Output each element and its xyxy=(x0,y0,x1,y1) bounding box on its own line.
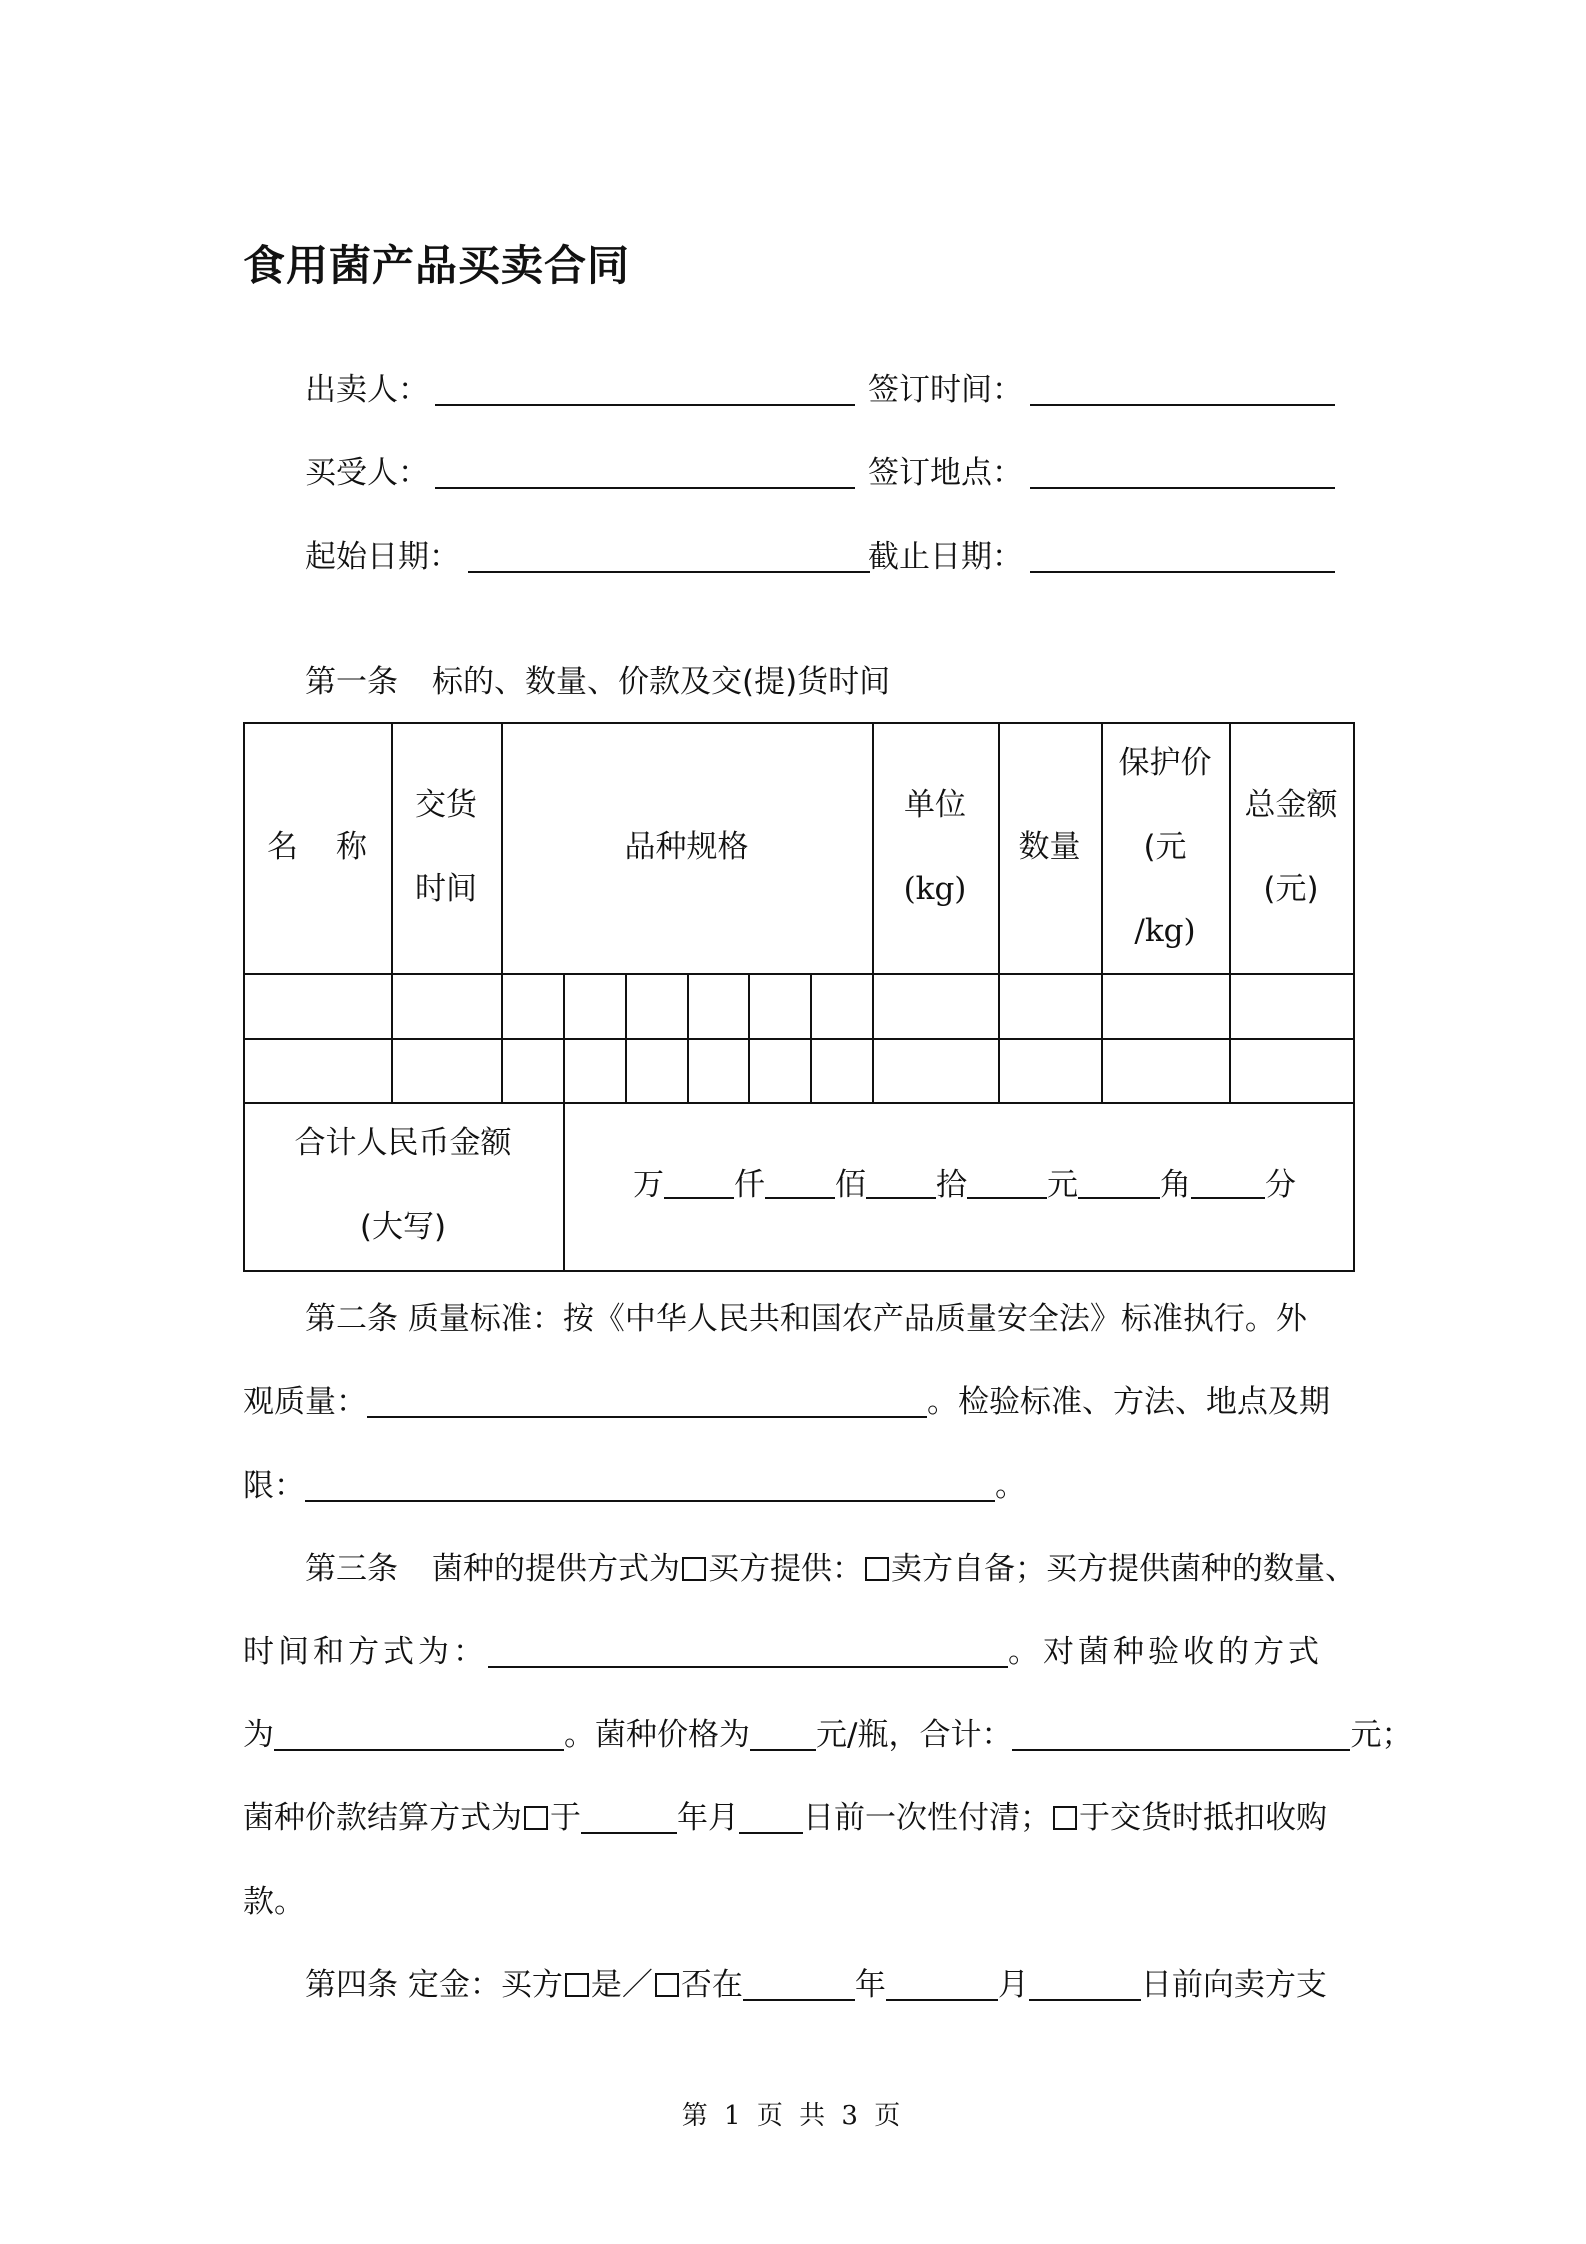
seller-field[interactable] xyxy=(435,404,855,406)
article1-title: 标的、数量、价款及交(提)货时间 xyxy=(432,664,891,700)
article3-line2: 时间和方式为： 。对菌种验收的方式 xyxy=(243,1634,1323,1670)
start-date-label: 起始日期： xyxy=(305,539,460,575)
end-date-field[interactable] xyxy=(1030,571,1335,573)
goods-table xyxy=(243,722,1355,1272)
col-header-delivery: 交货 时间 xyxy=(415,787,477,907)
sign-time-field[interactable] xyxy=(1030,404,1335,406)
strain-price-field[interactable] xyxy=(750,1749,816,1751)
buyer-label: 买受人： xyxy=(305,455,429,491)
article2-line3: 限： 。 xyxy=(243,1468,1026,1504)
amount-unit-qian: 仟 xyxy=(734,1167,765,1203)
sign-time-label: 签订时间： xyxy=(868,372,1023,408)
sign-place-label: 签订地点： xyxy=(868,455,1023,491)
article3-line3: 为 。菌种价格为 元/瓶，合计： 元； xyxy=(243,1717,1413,1753)
deposit-month-field[interactable] xyxy=(886,1999,998,2001)
amount-unit-fen: 分 xyxy=(1265,1167,1296,1203)
checkbox-seller-provides[interactable] xyxy=(865,1557,889,1581)
col-header-name: 名 称 xyxy=(267,829,367,865)
amount-unit-jiao: 角 xyxy=(1160,1167,1191,1203)
start-date-field[interactable] xyxy=(468,571,870,573)
pay-year-field[interactable] xyxy=(581,1832,677,1834)
article2-line2: 观质量： 。检验标准、方法、地点及期 xyxy=(243,1384,1330,1420)
checkbox-pay-before[interactable] xyxy=(524,1806,548,1830)
col-header-price: 保护价 (元 /kg) xyxy=(1118,745,1212,949)
article3-line1: 第三条 菌种的提供方式为 买方提供： 卖方自备；买方提供菌种的数量、 xyxy=(305,1551,1356,1587)
article1-heading xyxy=(305,656,890,701)
inspection-period-field[interactable] xyxy=(305,1500,995,1502)
strain-total-field[interactable] xyxy=(1012,1749,1350,1751)
end-date-label: 截止日期： xyxy=(868,539,1023,575)
acceptance-method-field[interactable] xyxy=(274,1749,564,1751)
amount-in-words xyxy=(633,1164,1296,1206)
deposit-year-field[interactable] xyxy=(743,1999,855,2001)
checkbox-buyer-provides[interactable] xyxy=(682,1557,706,1581)
amount-unit-shi: 拾 xyxy=(936,1167,967,1203)
checkbox-deposit-no[interactable] xyxy=(655,1973,679,1997)
col-header-total: 总金额 (元) xyxy=(1244,787,1338,907)
article4-line1: 第四条 定金：买方 是／ 否在 年 月 日前向卖方支 xyxy=(305,1967,1327,2003)
buyer-field[interactable] xyxy=(435,487,855,489)
amount-unit-wan: 万 xyxy=(633,1167,664,1203)
checkbox-deduct-on-delivery[interactable] xyxy=(1053,1806,1077,1830)
amount-unit-bai: 佰 xyxy=(835,1167,866,1203)
total-amount-label: 合计人民币金额 (大写) xyxy=(294,1125,512,1245)
checkbox-deposit-yes[interactable] xyxy=(565,1973,589,1997)
sign-place-field[interactable] xyxy=(1030,487,1335,489)
seller-label: 出卖人： xyxy=(305,372,429,408)
document-title: 食用菌产品买卖合同 xyxy=(243,241,631,290)
page-number: 第 1 页 共 3 页 xyxy=(681,2101,905,2131)
article2-line1: 第二条 质量标准：按《中华人民共和国农产品质量安全法》标准执行。外 xyxy=(305,1301,1307,1337)
article3-line4: 菌种价款结算方式为 于 年月 日前一次性付清； 于交货时抵扣收购 xyxy=(243,1800,1327,1836)
col-header-quantity: 数量 xyxy=(1018,829,1081,865)
article1-number: 第一条 xyxy=(305,664,398,700)
amount-unit-yuan: 元 xyxy=(1047,1167,1078,1203)
appearance-quality-field[interactable] xyxy=(367,1416,927,1418)
deposit-day-field[interactable] xyxy=(1029,1999,1141,2001)
col-header-spec: 品种规格 xyxy=(624,829,749,865)
pay-day-field[interactable] xyxy=(739,1832,803,1834)
article3-line5: 款。 xyxy=(243,1884,305,1920)
col-header-unit: 单位 (kg) xyxy=(903,787,967,907)
strain-quantity-field[interactable] xyxy=(488,1666,1008,1668)
